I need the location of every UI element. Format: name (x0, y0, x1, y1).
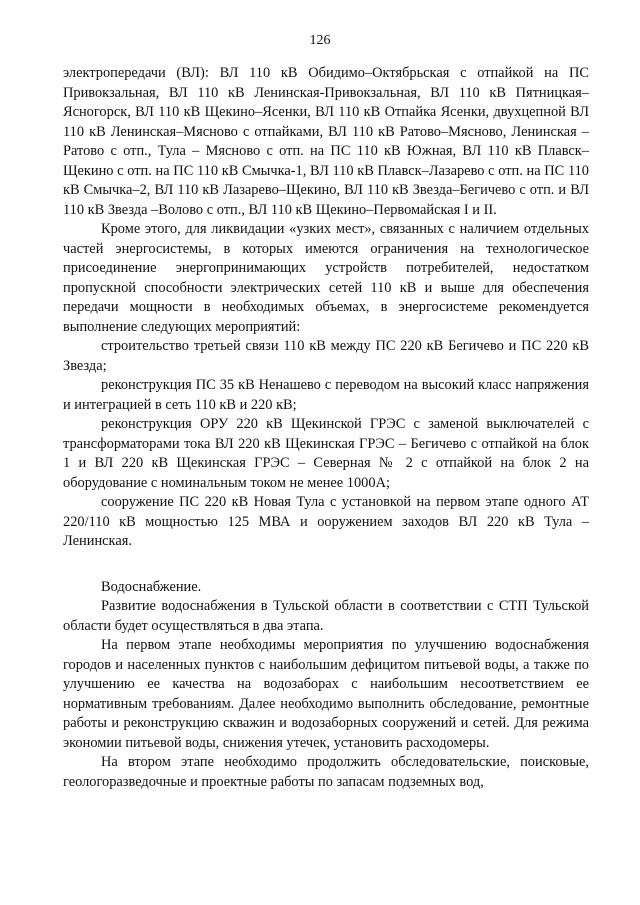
paragraph-second-stage: На втором этапе необходимо продолжить обследовательские, поисковые, геологоразведочные и проектные работы по запасам подземных вод, (63, 754, 589, 790)
measure-oru-reconstruction: реконструкция ОРУ 220 кВ Щекинской ГРЭС с заменой выключателей с трансформаторами тока ВЛ 220 кВ Щекинская ГРЭС – Бегичево с отпайкой на блок 1 и ВЛ 220 кВ Щекинская ГРЭС – Северная № 2 с отпайкой на блок 2 на оборудование с номинальным током не менее 1000А; (63, 416, 589, 491)
measure-third-link: строительство третьей связи 110 кВ между ПС 220 кВ Бегичево и ПС 220 кВ Звезда; (63, 338, 589, 374)
section-spacer (63, 552, 589, 578)
document-body (63, 64, 589, 792)
section-heading-water-supply: Водоснабжение. (101, 578, 202, 595)
paragraph-transmission-lines: электропередачи (ВЛ): ВЛ 110 кВ Обидимо–Октябрьская с отпайкой на ПС Привокзальная, ВЛ 110 кВ Ленинская-Привокзальная, ВЛ 110 кВ Пятницкая–Ясногорск, ВЛ 110 кВ Щекино–Ясенки, ВЛ 110 кВ Отпайка Ясенки, двухцепной ВЛ 110 кВ Ленинская–Мясново с отпайками, ВЛ 110 кВ Ратово–Мясново, Ленинская – Ратово с отп., Тула – Мясново с отп. на ПС 110 кВ Южная, ВЛ 110 кВ Плавск–Щекино с отп. на ПС 110 кВ Смычка-1, ВЛ 110 кВ Плавск–Лазарево с отп. на ПС 110 кВ Смычка–2, ВЛ 110 кВ Лазарево–Щекино, ВЛ 110 кВ Звезда–Бегичево с отп. и ВЛ 110 кВ Звезда –Волово с отп., ВЛ 110 кВ Щекино–Первомайская I и II. (63, 65, 589, 218)
paragraph-water-development: Развитие водоснабжения в Тульской области в соответствии с СТП Тульской области будет осуществляться в два этапа. (63, 598, 589, 634)
measure-nenashevo-reconstruction: реконструкция ПС 35 кВ Ненашево с переводом на высокий класс напряжения и интеграцией в сеть 110 кВ и 220 кВ; (63, 377, 589, 413)
paragraph-bottlenecks: Кроме этого, для ликвидации «узких мест», связанных с наличием отдельных частей энергосистемы, в которых имеются ограничения на технологическое присоединение энергопринимающих устройств потребителей, недостатком пропускной способности электрических сетей 110 кВ и выше для обеспечения передачи мощности в необходимых объемах, в энергосистеме рекомендуется выполнение следующих мероприятий: (63, 221, 589, 335)
paragraph-first-stage: На первом этапе необходимы мероприятия по улучшению водоснабжения городов и населенных пунктов с наибольшим дефицитом питьевой воды, а также по улучшению ее качества на водозаборах с наибольшим несоответствием ее нормативным требованиям. Далее необходимо выполнить обследование, ремонтные работы и реконструкцию скважин и водозаборных сооружений и сетей. Для режима экономии питьевой воды, снижения утечек, установить расходомеры. (63, 637, 589, 751)
measure-novaya-tula: сооружение ПС 220 кВ Новая Тула с установкой на первом этапе одного АТ 220/110 кВ мощностью 125 МВА и ооружением заходов ВЛ 220 кВ Тула – Ленинская. (63, 494, 589, 549)
page-number: 126 (309, 33, 331, 48)
